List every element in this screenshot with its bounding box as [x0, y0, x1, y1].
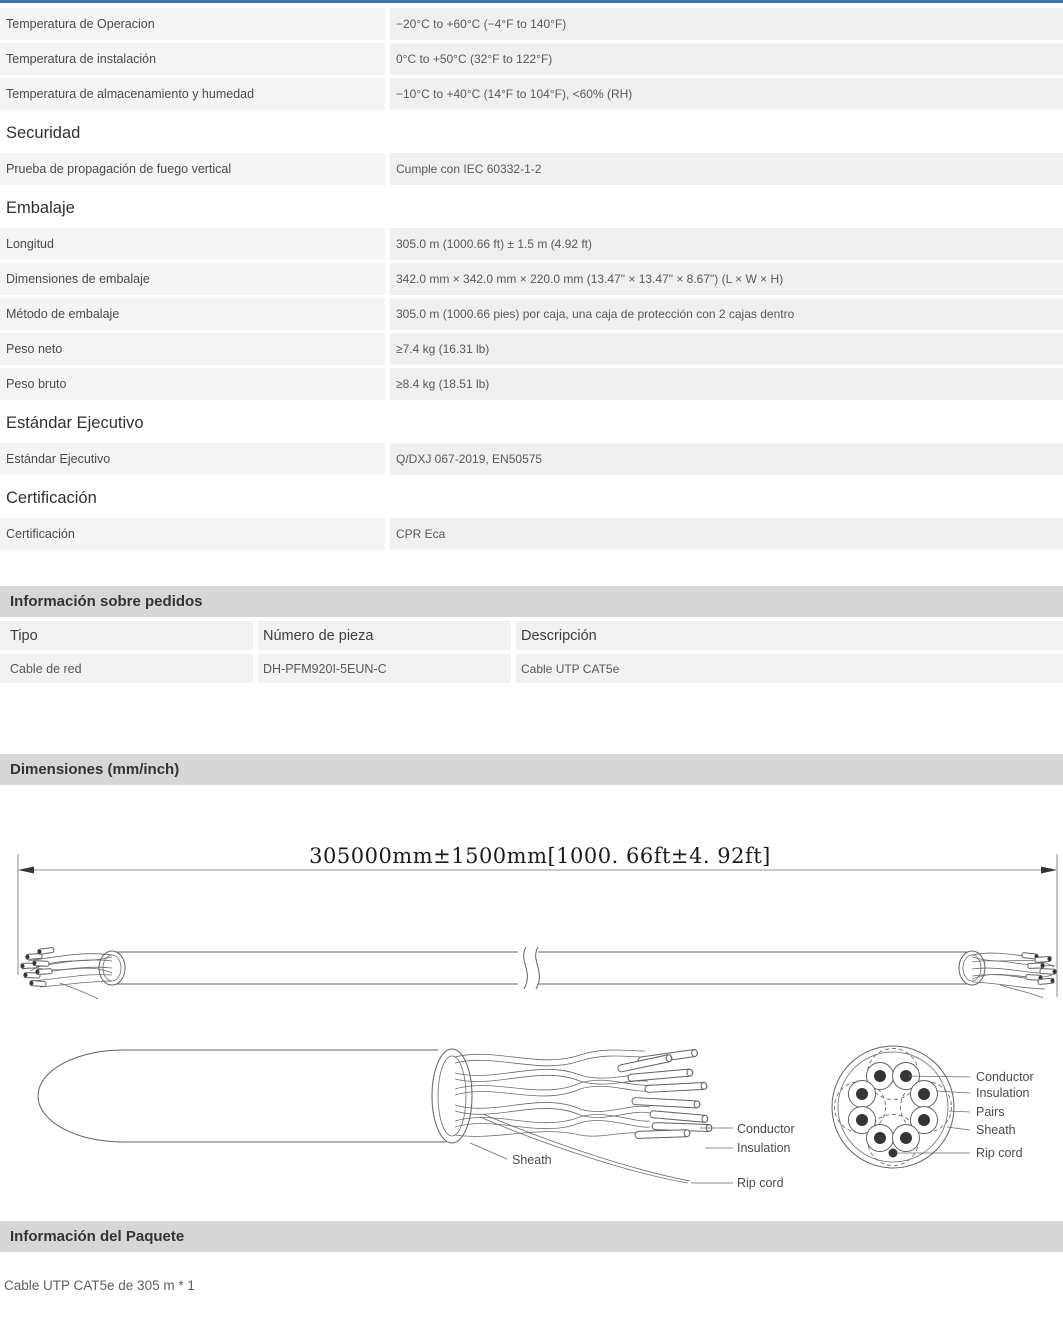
spec-label: Certificación — [0, 518, 385, 550]
cross-section-pairs — [849, 1063, 938, 1152]
table-row — [0, 333, 1063, 365]
cross-section-drawing — [832, 1046, 1034, 1168]
section-heading-estandar: Estándar Ejecutivo — [0, 403, 1063, 443]
rip-cord-dot — [889, 1149, 898, 1158]
twisted-pairs — [455, 1050, 652, 1136]
stripped-cable-drawing — [38, 1049, 795, 1190]
spec-label: Temperatura de almacenamiento y humedad — [0, 78, 385, 110]
table-row — [0, 78, 1063, 110]
top-accent-line — [0, 0, 1063, 3]
table-row — [0, 153, 1063, 185]
package-title-bar — [0, 1221, 1063, 1252]
table-row — [0, 654, 1063, 683]
left-wire-tips — [20, 947, 54, 986]
spec-value: CPR Eca — [390, 518, 1063, 550]
pairs-label: Pairs — [976, 1105, 1005, 1119]
stripped-cable-labels — [470, 1122, 795, 1190]
insulation-label: Insulation — [976, 1086, 1030, 1100]
section-heading-securidad: Securidad — [0, 113, 1063, 153]
table-row — [0, 443, 1063, 475]
spec-value: 0°C to +50°C (32°F to 122°F) — [390, 43, 1063, 75]
dimensions-title-bar — [0, 754, 1063, 785]
spec-value: ≥7.4 kg (16.31 lb) — [390, 333, 1063, 365]
table-row — [0, 228, 1063, 260]
spec-value: 305.0 m (1000.66 ft) ± 1.5 m (4.92 ft) — [390, 228, 1063, 260]
spec-value: Cumple con IEC 60332-1-2 — [390, 153, 1063, 185]
table-row — [0, 43, 1063, 75]
sheath-label: Sheath — [976, 1123, 1016, 1137]
table-row — [0, 368, 1063, 400]
table-row — [0, 518, 1063, 550]
ordering-title-bar — [0, 586, 1063, 617]
insulation-label: Insulation — [737, 1141, 791, 1155]
spec-value: −10°C to +40°C (14°F to 104°F), <60% (RH) — [390, 78, 1063, 110]
spec-label: Temperatura de instalación — [0, 43, 385, 75]
spec-value: −20°C to +60°C (−4°F to 140°F) — [390, 8, 1063, 40]
dimension-label: 305000mm±1500mm[1000. 66ft±4. 92ft] — [309, 844, 771, 868]
spec-table — [0, 8, 1063, 550]
ordering-type-cell: Cable de red — [0, 654, 253, 683]
spec-label: Peso neto — [0, 333, 385, 365]
table-row — [0, 263, 1063, 295]
ordering-header-row — [0, 621, 1063, 650]
ordering-description-cell: Cable UTP CAT5e — [516, 654, 1063, 683]
spec-label: Dimensiones de embalaje — [0, 263, 385, 295]
spec-value: 342.0 mm × 342.0 mm × 220.0 mm (13.47" × 13.47" × 8.67") (L × W × H) — [390, 263, 1063, 295]
conductor-label: Conductor — [737, 1122, 795, 1136]
spec-value: 305.0 m (1000.66 pies) por caja, una caja de protección con 2 cajas dentro — [390, 298, 1063, 330]
column-header-descripcion: Descripción — [516, 621, 1063, 650]
rip-cord-label: Rip cord — [976, 1146, 1023, 1160]
spec-label: Temperatura de Operacion — [0, 8, 385, 40]
conductor-label: Conductor — [976, 1070, 1034, 1084]
ordering-partnumber-cell: DH-PFM920I-5EUN-C — [258, 654, 511, 683]
spec-label: Peso bruto — [0, 368, 385, 400]
spec-value: ≥8.4 kg (18.51 lb) — [390, 368, 1063, 400]
rip-cord-label: Rip cord — [737, 1176, 784, 1190]
long-cable-drawing — [20, 945, 1056, 999]
spec-label: Prueba de propagación de fuego vertical — [0, 153, 385, 185]
table-row — [0, 8, 1063, 40]
spec-label: Método de embalaje — [0, 298, 385, 330]
column-header-tipo: Tipo — [0, 621, 253, 650]
ordering-title: Información sobre pedidos — [10, 593, 203, 610]
spec-label: Estándar Ejecutivo — [0, 443, 385, 475]
dimensions-title: Dimensiones (mm/inch) — [10, 761, 180, 778]
column-header-numero: Número de pieza — [258, 621, 511, 650]
ordering-table — [0, 621, 1063, 683]
table-row — [0, 298, 1063, 330]
section-heading-embalaje: Embalaje — [0, 188, 1063, 228]
package-title: Información del Paquete — [10, 1228, 185, 1245]
cable-dimension-diagram — [0, 785, 1063, 1221]
spec-value: Q/DXJ 067-2019, EN50575 — [390, 443, 1063, 475]
spec-label: Longitud — [0, 228, 385, 260]
sheath-label: Sheath — [512, 1153, 552, 1167]
package-content: Cable UTP CAT5e de 305 m * 1 — [4, 1278, 195, 1293]
section-heading-certificacion: Certificación — [0, 478, 1063, 518]
